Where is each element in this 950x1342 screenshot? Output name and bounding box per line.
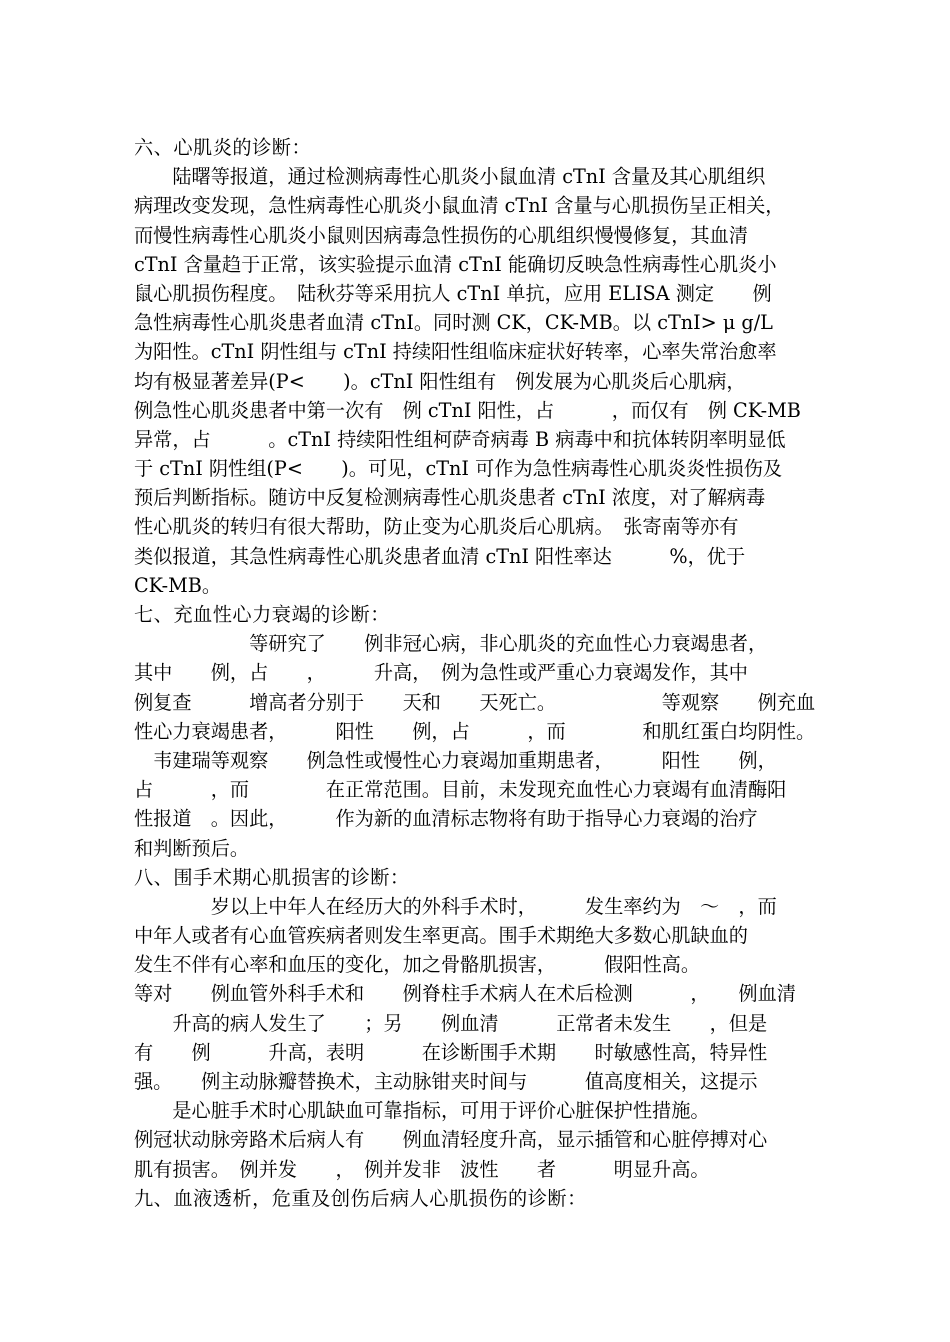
text-line: 等对 例血管外科手术和 例脊柱手术病人在术后检测 ， 例血清 xyxy=(134,982,796,1006)
text-line: 例冠状动脉旁路术后病人有 例血清轻度升高，显示插管和心脏停搏对心 xyxy=(134,1128,768,1152)
text-line: 例复查 增高者分别于 天和 天死亡。 等观察 例充血 xyxy=(134,690,816,714)
text-line: 和判断预后。 xyxy=(134,836,250,860)
text-line: 性心肌炎的转归有很大帮助，防止变为心肌炎后心肌病。 张寄南等亦有 xyxy=(134,515,739,539)
text-line: 陆曙等报道，通过检测病毒性心肌炎小鼠血清 cTnI 含量及其心肌组织 xyxy=(134,165,766,189)
text-line: cTnI 含量趋于正常，该实验提示血清 cTnI 能确切反映急性病毒性心肌炎小 xyxy=(134,252,777,276)
section-heading-myocarditis: 六、心肌炎的诊断： xyxy=(134,136,312,159)
text-line: 均有极显著差异(P< )。cTnI 阳性组有 例发展为心肌炎后心肌病， xyxy=(134,369,746,393)
text-line: 异常，占 。cTnI 持续阳性组柯萨奇病毒 B 病毒中和抗体转阴率明显低 xyxy=(134,427,786,451)
text-line: 其中 例，占 ， 升高， 例为急性或严重心力衰竭发作，其中 xyxy=(134,661,748,685)
text-line: 急性病毒性心肌炎患者血清 cTnI。同时测 CK，CK-MB。以 cTnI> μ g/L xyxy=(134,311,773,335)
text-line: 性报道 。因此， 作为新的血清标志物将有助于指导心力衰竭的治疗 xyxy=(134,807,758,831)
text-line: 例急性心肌炎患者中第一次有 例 cTnI 阳性，占 ，而仅有 例 CK-MB xyxy=(134,398,801,422)
text-line: 升高的病人发生了 ；另 例血清 正常者未发生 ，但是 xyxy=(134,1011,768,1035)
text-line: 韦建瑞等观察 例急性或慢性心力衰竭加重期患者， 阳性 例， xyxy=(134,748,777,772)
text-line: 占 ，而 在正常范围。目前，未发现充血性心力衰竭有血清酶阳 xyxy=(134,778,787,802)
text-line: 类似报道，其急性病毒性心肌炎患者血清 cTnI 阳性率达 %，优于 xyxy=(134,544,746,568)
text-line: 发生不伴有心率和血压的变化，加之骨骼肌损害， 假阳性高。 xyxy=(134,953,701,977)
text-line: 于 cTnI 阴性组(P< )。可见，cTnI 可作为急性病毒性心肌炎炎性损伤及 xyxy=(134,457,783,481)
text-line: CK-MB。 xyxy=(134,573,222,597)
text-line: 强。 例主动脉瓣替换术，主动脉钳夹时间与 值高度相关，这提示 xyxy=(134,1070,758,1093)
text-line: 肌有损害。 例并发 ， 例并发非 波性 者 明显升高。 xyxy=(134,1157,710,1181)
text-line: 性心力衰竭患者， 阳性 例，占 ，而 和肌红蛋白均阴性。 xyxy=(134,719,816,743)
section-heading-perioperative: 八、围手术期心肌损害的诊断： xyxy=(134,865,410,889)
text-line: 病理改变发现，急性病毒性心肌炎小鼠血清 cTnI 含量与心肌损伤呈正相关， xyxy=(134,194,785,218)
text-line: 中年人或者有心血管疾病者则发生率更高。围手术期绝大多数心肌缺血的 xyxy=(134,924,748,948)
text-line: 等研究了 例非冠心病，非心肌炎的充血性心力衰竭患者， xyxy=(134,632,768,656)
text-line: 是心脏手术时心肌缺血可靠指标，可用于评价心脏保护性措施。 xyxy=(134,1099,710,1123)
text-line: 预后判断指标。随访中反复检测病毒性心肌炎患者 cTnI 浓度，对了解病毒 xyxy=(134,486,766,510)
document-body xyxy=(134,133,848,1213)
text-line: 岁以上中年人在经历大的外科手术时， 发生率约为 ～ ，而 xyxy=(134,894,777,918)
text-line: 而慢性病毒性心肌炎小鼠则因病毒急性损伤的心肌组织慢慢修复，其血清 xyxy=(134,223,748,247)
section-heading-hemodialysis: 九、血液透析，危重及创伤后病人心肌损伤的诊断： xyxy=(134,1186,587,1210)
text-line: 鼠心肌损伤程度。 陆秋芬等采用抗人 cTnI 单抗，应用 ELISA 测定 例 xyxy=(134,281,772,305)
text-line: 为阳性。cTnI 阴性组与 cTnI 持续阳性组临床症状好转率，心率失常治愈率 xyxy=(134,340,777,364)
text-line: 有 例 升高，表明 在诊断围手术期 时敏感性高，特异性 xyxy=(134,1040,768,1064)
section-heading-heart-failure: 七、充血性心力衰竭的诊断： xyxy=(134,603,390,626)
